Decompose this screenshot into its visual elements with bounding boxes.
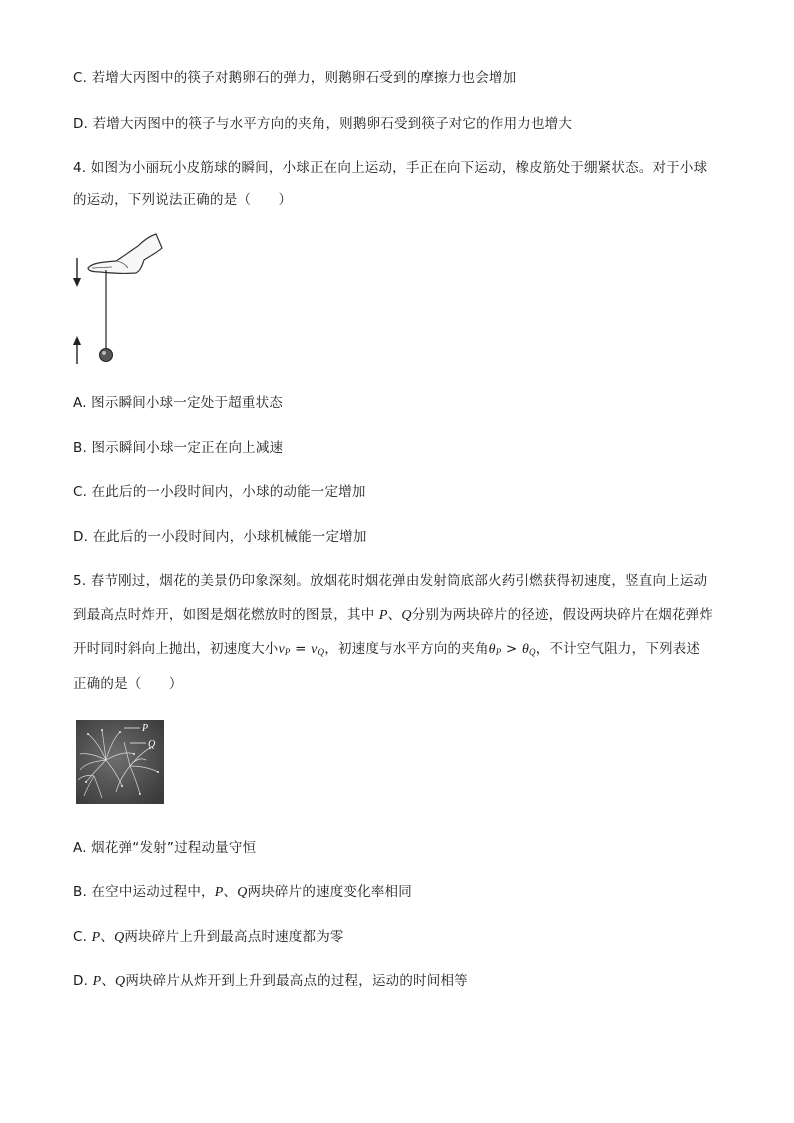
down-arrow-icon (73, 258, 81, 287)
q5-stem-line1: 5. 春节刚过，烟花的美景仍印象深刻。放烟花时烟花弹由发射筒底部火药引燃获得初速度，竖直向上运动 (73, 573, 708, 589)
q5-fireworks-photo (76, 720, 164, 804)
q4-option-a: A. 图示瞬间小球一定处于超重状态 (73, 395, 283, 411)
q5-option-c: C. P、Q两块碎片上升到最高点时速度都为零 (73, 929, 344, 945)
q3-option-d: D. 若增大丙图中的筷子与水平方向的夹角，则鹅卵石受到筷子对它的作用力也增大 (73, 116, 573, 132)
q5-stem-line4: 正确的是（ ） (73, 676, 183, 692)
q4-option-d: D. 在此后的一小段时间内，小球机械能一定增加 (73, 529, 367, 545)
q5-option-b: B. 在空中运动过程中，P、Q两块碎片的速度变化率相同 (73, 884, 412, 900)
label-p: P (142, 723, 149, 734)
q4-stem-line1: 4. 如图为小丽玩小皮筋球的瞬间，小球正在向上运动，手正在向下运动，橡皮筋处于绷紧状态。对于小球 (73, 160, 708, 176)
label-q: Q (148, 739, 156, 750)
q4-figure-hand-ball (66, 228, 166, 370)
ball (100, 349, 113, 362)
q5-stem-line3: 开时同时斜向上抛出，初速度大小vP = vQ，初速度与水平方向的夹角θP > θQ，不计空气阻力，下列表述 (73, 641, 701, 657)
q5-option-a: A. 烟花弹“发射”过程动量守恒 (73, 840, 257, 856)
q5-option-d: D. P、Q两块碎片从炸开到上升到最高点的过程，运动的时间相等 (73, 973, 468, 989)
q3-option-c: C. 若增大丙图中的筷子对鹅卵石的弹力，则鹅卵石受到的摩擦力也会增加 (73, 70, 517, 86)
hand-icon (88, 234, 162, 273)
q5-stem-line2: 到最高点时炸开，如图是烟花燃放时的图景，其中 P、Q分别为两块碎片的径迹，假设两块碎片在烟花弹炸 (73, 607, 714, 623)
up-arrow-icon (73, 336, 81, 364)
q4-option-c: C. 在此后的一小段时间内，小球的动能一定增加 (73, 484, 366, 500)
q4-stem-line2: 的运动，下列说法正确的是（ ） (73, 192, 293, 208)
q4-option-b: B. 图示瞬间小球一定正在向上减速 (73, 440, 284, 456)
